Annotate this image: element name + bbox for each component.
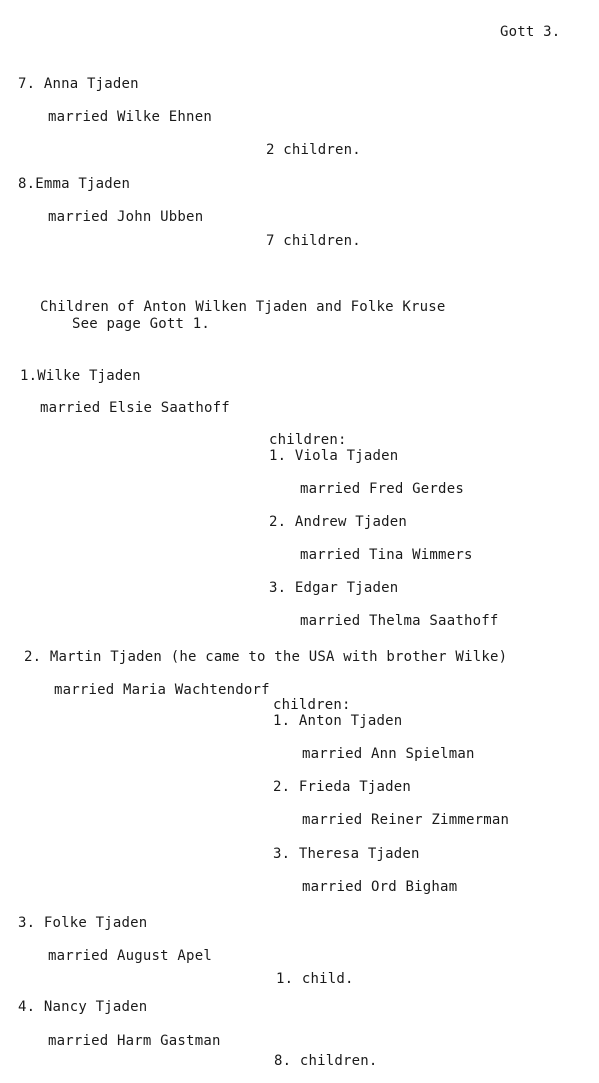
spouse-line: married August Apel bbox=[48, 948, 212, 964]
spouse-line: married John Ubben bbox=[48, 209, 204, 225]
child-entry: 1. Viola Tjaden bbox=[269, 448, 399, 464]
children-count: 1. child. bbox=[276, 971, 354, 987]
section-heading: Children of Anton Wilken Tjaden and Folke Kruse bbox=[40, 299, 446, 315]
children-label: children: bbox=[269, 432, 347, 448]
child-entry: 3. Theresa Tjaden bbox=[273, 846, 420, 862]
spouse-line: married Harm Gastman bbox=[48, 1033, 221, 1049]
child-entry: 1. Anton Tjaden bbox=[273, 713, 403, 729]
child-spouse: married Ord Bigham bbox=[302, 879, 458, 895]
children-label: children: bbox=[273, 697, 351, 713]
child-spouse: married Tina Wimmers bbox=[300, 547, 473, 563]
child-entry: 3. Edgar Tjaden bbox=[269, 580, 399, 596]
section-reference: See page Gott 1. bbox=[72, 316, 211, 332]
spouse-line: married Maria Wachtendorf bbox=[54, 682, 270, 698]
entry-heading: 3. Folke Tjaden bbox=[18, 915, 148, 931]
child-spouse: married Ann Spielman bbox=[302, 746, 475, 762]
children-count: 2 children. bbox=[266, 142, 361, 158]
spouse-line: married Elsie Saathoff bbox=[40, 400, 230, 416]
child-spouse: married Thelma Saathoff bbox=[300, 613, 499, 629]
child-spouse: married Fred Gerdes bbox=[300, 481, 464, 497]
spouse-line: married Wilke Ehnen bbox=[48, 109, 212, 125]
entry-heading: 7. Anna Tjaden bbox=[18, 76, 139, 92]
entry-heading: 2. Martin Tjaden (he came to the USA with brother Wilke) bbox=[24, 649, 508, 665]
entry-heading: 1.Wilke Tjaden bbox=[20, 368, 141, 384]
page-label: Gott 3. bbox=[500, 24, 561, 40]
child-spouse: married Reiner Zimmerman bbox=[302, 812, 510, 828]
child-entry: 2. Frieda Tjaden bbox=[273, 779, 412, 795]
entry-heading: 8.Emma Tjaden bbox=[18, 176, 131, 192]
entry-heading: 4. Nancy Tjaden bbox=[18, 999, 148, 1015]
children-count: 8. children. bbox=[274, 1053, 378, 1069]
child-entry: 2. Andrew Tjaden bbox=[269, 514, 408, 530]
children-count: 7 children. bbox=[266, 233, 361, 249]
